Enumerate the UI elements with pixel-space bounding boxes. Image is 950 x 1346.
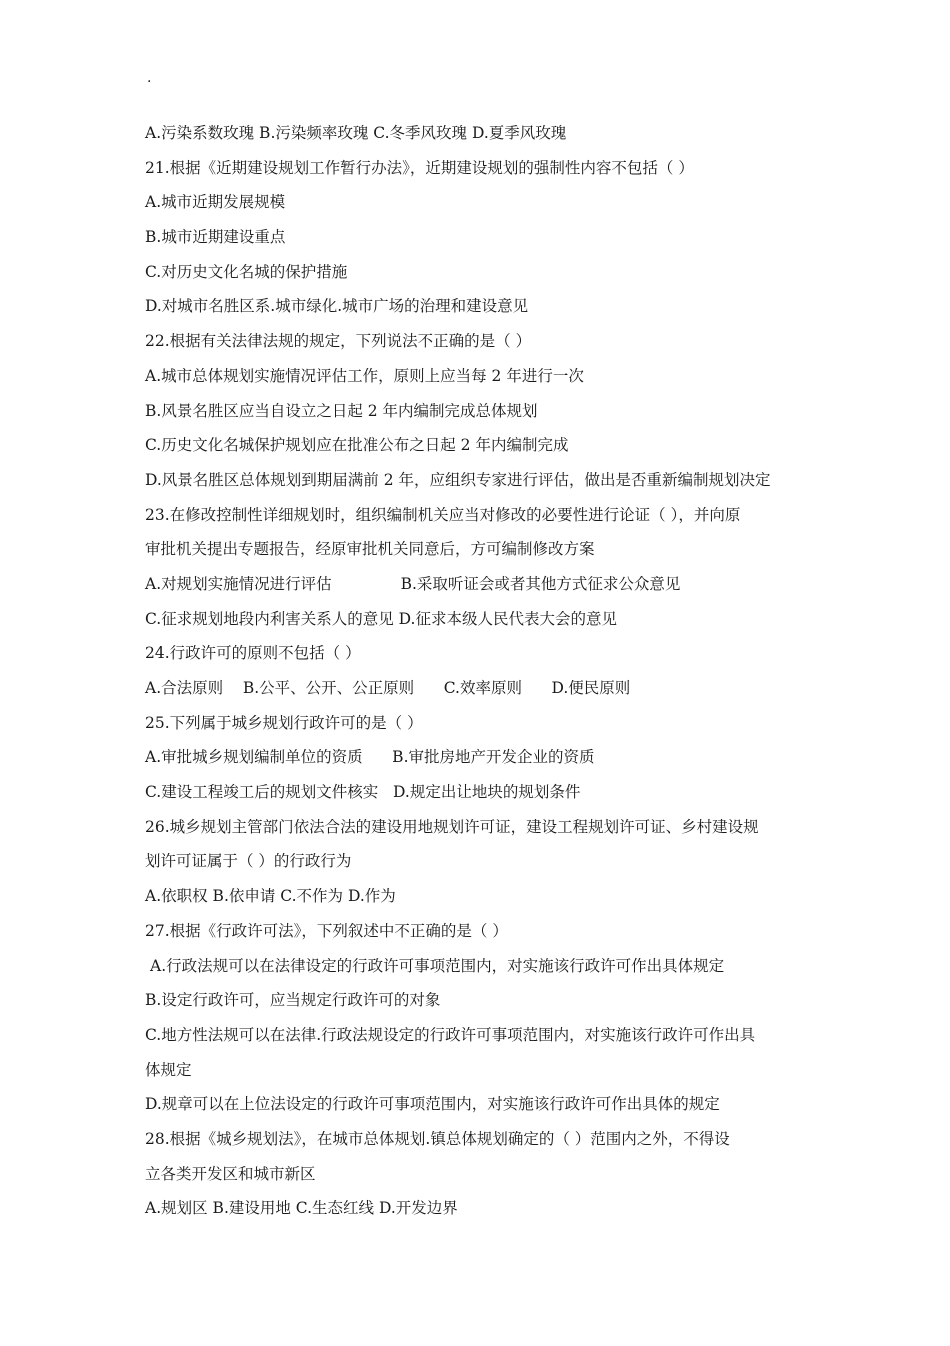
q25-options-ab: A.审批城乡规划编制单位的资质 B.审批房地产开发企业的资质: [145, 748, 595, 767]
q23-stem-line2: 审批机关提出专题报告，经原审批机关同意后，方可编制修改方案: [145, 540, 595, 559]
q28-stem-line1: 28.根据《城乡规划法》，在城市总体规划.镇总体规划确定的（ ）范围内之外，不得设: [145, 1129, 730, 1148]
q21-option-a: A.城市近期发展规模: [145, 193, 286, 212]
q21-option-c: C.对历史文化名城的保护措施: [145, 262, 348, 281]
q26-options: A.依职权 B.依申请 C.不作为 D.作为: [145, 887, 396, 906]
q26-stem-line1: 26.城乡规划主管部门依法合法的建设用地规划许可证，建设工程规划许可证、乡村建设规: [145, 817, 759, 836]
q27-option-c-line2: 体规定: [145, 1060, 192, 1079]
q20-options: A.污染系数玫瑰 B.污染频率玫瑰 C.冬季风玫瑰 D.夏季风玫瑰: [145, 124, 567, 142]
q27-option-c-line1: C.地方性法规可以在法律.行政法规设定的行政许可事项范围内，对实施该行政许可作出具: [145, 1025, 756, 1044]
q22-option-b: B.风景名胜区应当自设立之日起 2 年内编制完成总体规划: [145, 401, 538, 420]
q27-option-d: D.规章可以在上位法设定的行政许可事项范围内，对实施该行政许可作出具体的规定: [145, 1095, 720, 1114]
q27-option-a: A.行政法规可以在法律设定的行政许可事项范围内，对实施该行政许可作出具体规定: [150, 956, 725, 975]
q28-options: A.规划区 B.建设用地 C.生态红线 D.开发边界: [145, 1199, 458, 1218]
q22-stem: 22.根据有关法律法规的规定，下列说法不正确的是（ ）: [145, 332, 532, 351]
q25-stem: 25.下列属于城乡规划行政许可的是（ ）: [145, 713, 423, 732]
q23-options-ab: A.对规划实施情况进行评估 B.采取听证会或者其他方式征求公众意见: [145, 574, 681, 593]
q25-options-cd: C.建设工程竣工后的规划文件核实 D.规定出让地块的规划条件: [145, 783, 581, 802]
q27-stem: 27.根据《行政许可法》，下列叙述中不正确的是（ ）: [145, 921, 508, 940]
q22-option-c: C.历史文化名城保护规划应在批准公布之日起 2 年内编制完成: [145, 436, 569, 455]
q21-stem: 21.根据《近期建设规划工作暂行办法》，近期建设规划的强制性内容不包括（ ）: [145, 158, 694, 177]
q23-options-cd: C.征求规划地段内利害关系人的意见 D.征求本级人民代表大会的意见: [145, 609, 617, 628]
q28-stem-line2: 立各类开发区和城市新区: [145, 1164, 316, 1183]
q24-options: A.合法原则 B.公平、公开、公正原则 C.效率原则 D.便民原则: [145, 679, 631, 697]
header-mark: .: [147, 70, 152, 86]
q21-option-b: B.城市近期建设重点: [145, 228, 286, 247]
q22-option-a: A.城市总体规划实施情况评估工作，原则上应当每 2 年进行一次: [145, 366, 584, 385]
q23-stem-line1: 23.在修改控制性详细规划时，组织编制机关应当对修改的必要性进行论证（ ），并向原: [145, 505, 741, 524]
q21-option-d: D.对城市名胜区系.城市绿化.城市广场的治理和建设意见: [145, 297, 529, 316]
q26-stem-line2: 划许可证属于（ ）的行政行为: [145, 852, 352, 871]
question-text-block: [145, 116, 825, 1226]
q24-stem: 24.行政许可的原则不包括（ ）: [145, 644, 361, 663]
q27-option-b: B.设定行政许可，应当规定行政许可的对象: [145, 991, 441, 1010]
q22-option-d: D.风景名胜区总体规划到期届满前 2 年，应组织专家进行评估，做出是否重新编制规划决定: [145, 470, 771, 489]
